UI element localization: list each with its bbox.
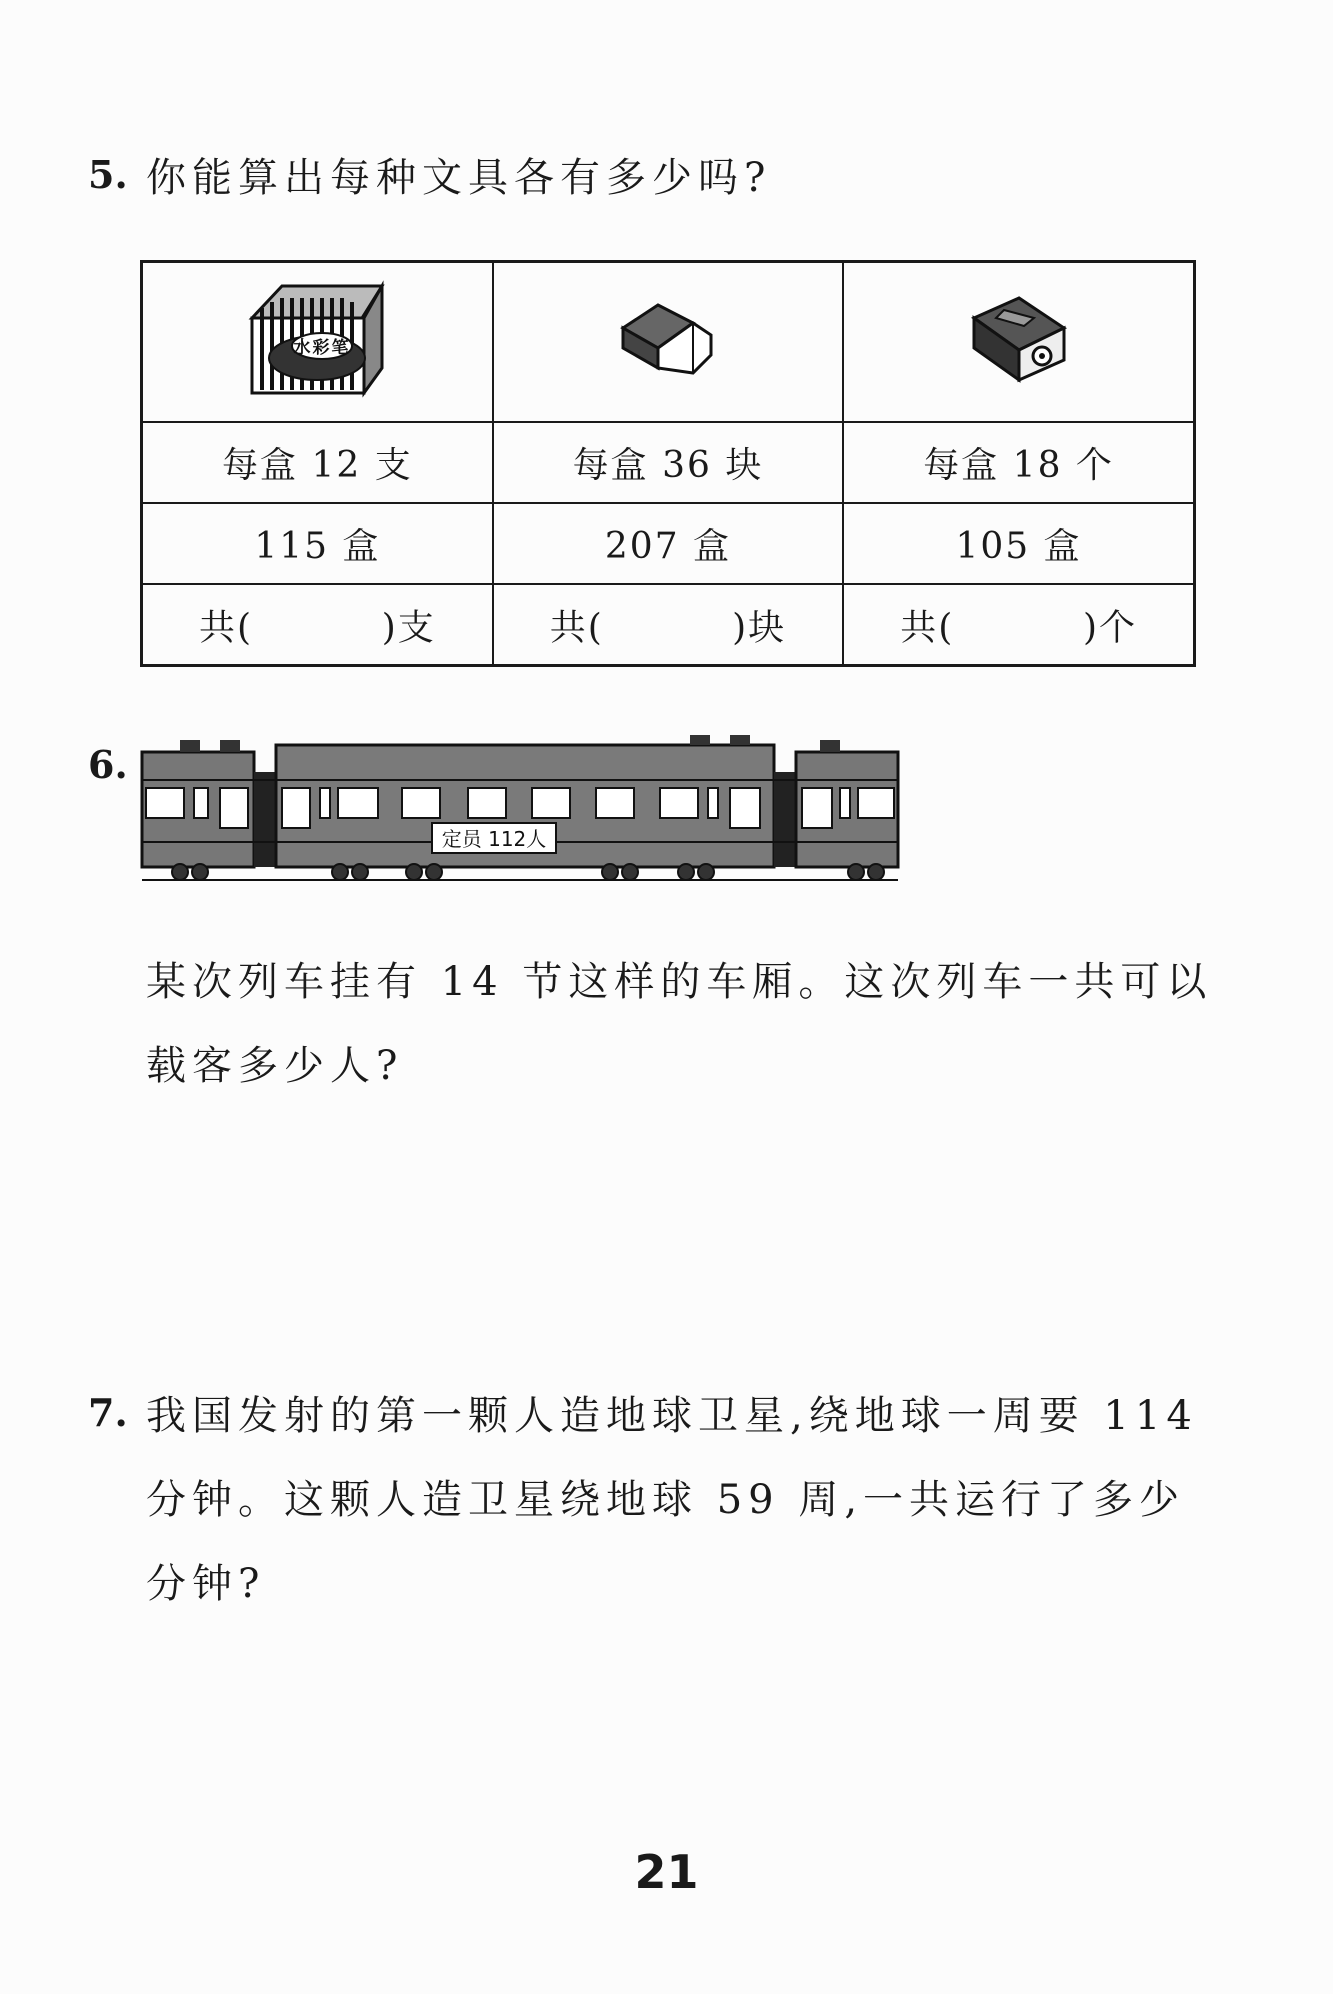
question-7-line-3: 分钟? — [146, 1561, 266, 1607]
per-box-eraser: 每盒 36 块 — [493, 422, 843, 503]
crayon-box-icon — [242, 278, 392, 398]
train-car-icon — [140, 730, 900, 890]
eraser-icon — [613, 293, 723, 383]
box-count-eraser: 207 盒 — [493, 503, 843, 584]
question-7-line-2: 分钟。这颗人造卫星绕地球 59 周,一共运行了多少 — [146, 1477, 1186, 1523]
eraser-cell — [493, 262, 843, 423]
total-sharpener-answer[interactable] — [843, 584, 1194, 666]
box-count-crayon: 115 盒 — [142, 503, 493, 584]
question-5-number: 5. — [88, 152, 128, 197]
total-suffix: )块 — [732, 607, 787, 648]
total-suffix: )个 — [1082, 607, 1137, 648]
question-6-line-1: 某次列车挂有 14 节这样的车厢。这次列车一共可以 — [146, 959, 1213, 1005]
question-6-number: 6. — [88, 742, 128, 787]
total-prefix: 共( — [900, 607, 955, 648]
total-prefix: 共( — [199, 607, 254, 648]
box-count-sharpener: 105 盒 — [843, 503, 1194, 584]
total-prefix: 共( — [549, 607, 604, 648]
total-suffix: )支 — [381, 607, 436, 648]
crayon-box-label: 水彩笔 — [293, 337, 351, 358]
train-illustration — [140, 730, 900, 894]
total-eraser-answer[interactable] — [493, 584, 843, 666]
question-7-number: 7. — [88, 1390, 128, 1435]
question-7-line-1: 我国发射的第一颗人造地球卫星,绕地球一周要 114 — [146, 1393, 1198, 1439]
per-box-crayon: 每盒 12 支 — [142, 422, 493, 503]
total-crayon-answer[interactable] — [142, 584, 493, 666]
per-box-sharpener: 每盒 18 个 — [843, 422, 1194, 503]
pencil-sharpener-icon — [964, 288, 1074, 388]
page-number: 21 — [634, 1845, 699, 1899]
sharpener-cell — [843, 262, 1194, 423]
stationery-table — [140, 260, 1196, 667]
question-5-text: 你能算出每种文具各有多少吗? — [146, 155, 772, 201]
question-6-line-2: 载客多少人? — [146, 1043, 404, 1089]
crayon-box-cell — [142, 262, 493, 423]
train-capacity-sign: 定员 112人 — [441, 827, 547, 851]
